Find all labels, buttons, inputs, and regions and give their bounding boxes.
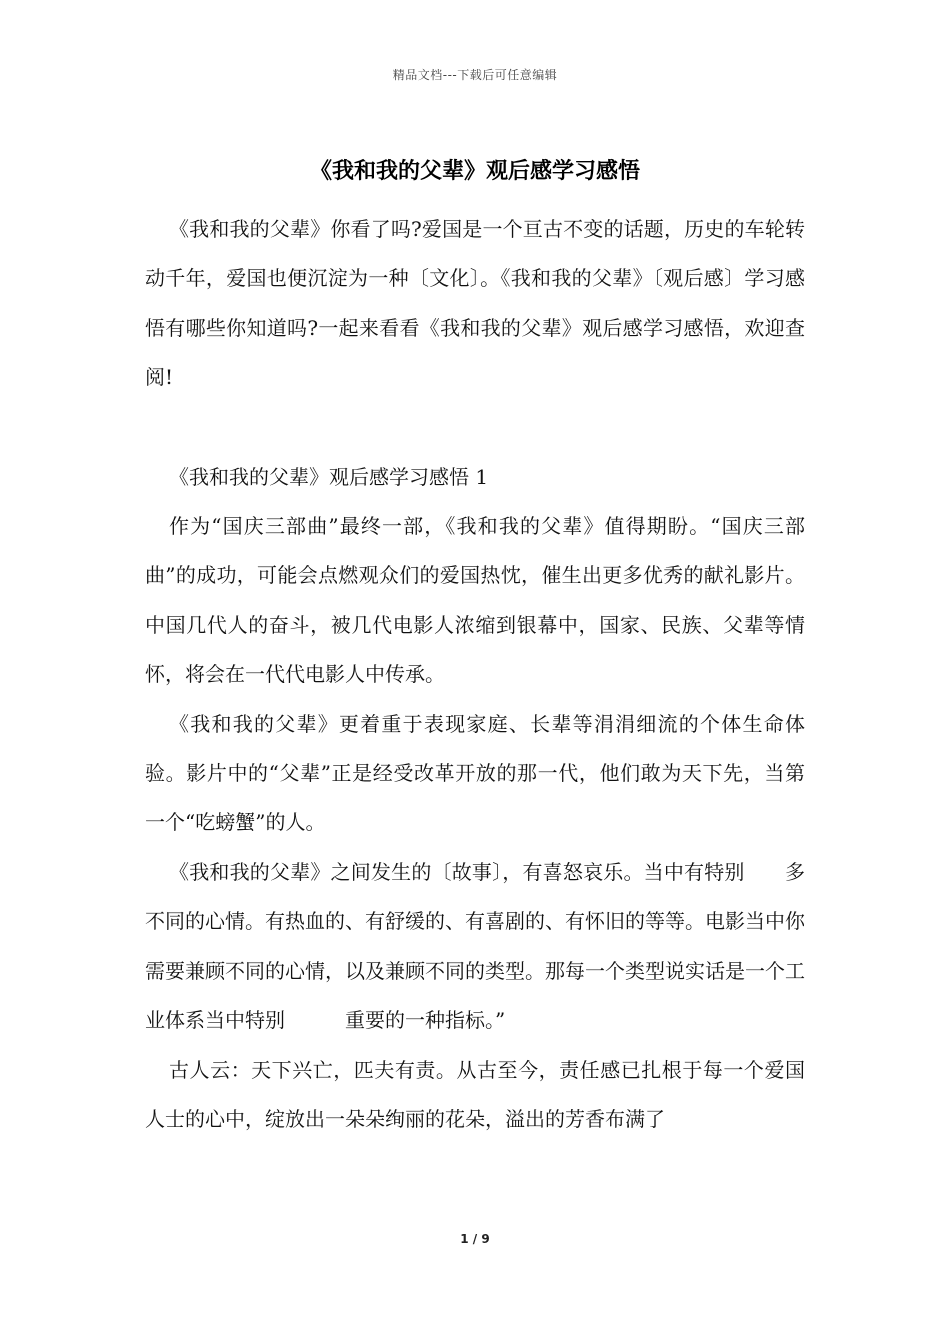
body-paragraph: 古人云：天下兴亡，匹夫有责。从古至今，责任感已扎根于每一个爱国人士的心中，绽放出一朵朵绚丽的花朵，溢出的芳香布满了: [145, 1057, 805, 1131]
body-paragraph: 作为“国庆三部曲”最终一部，《我和我的父辈》值得期盼。“国庆三部曲”的成功，可能会点燃观众们的爱国热忱，催生出更多优秀的献礼影片。中国几代人的奋斗，被几代电影人浓缩到银幕中，国家、民族、父辈等情怀，将会在一代代电影人中传承。: [145, 514, 805, 687]
page-header-note: 精品文档---下载后可任意编辑: [392, 68, 558, 82]
intro-paragraph: 《我和我的父辈》你看了吗?爱国是一个亘古不变的话题，历史的车轮转动千年，爱国也便沉淀为一种〔文化〕。《我和我的父辈》〔观后感〕学习感悟有哪些你知道吗?一起来看看《我和我的父辈》观后感学习感悟，欢迎查阅!: [145, 217, 805, 390]
body-paragraph: 《我和我的父辈》之间发生的〔故事〕，有喜怒哀乐。当中有特别 多不同的心情。有热血的、有舒缓的、有喜剧的、有怀旧的等等。电影当中你需要兼顾不同的心情，以及兼顾不同的类型。那每一个类型说实话是一个工业体系当中特别 重要的一种指标。”: [145, 859, 805, 1033]
paragraph-spacer: [145, 403, 805, 453]
section-heading: 《我和我的父辈》观后感学习感悟 1: [169, 464, 489, 489]
page-number: 1 / 9: [460, 1232, 490, 1246]
document-body: [145, 205, 805, 1144]
body-paragraph: 《我和我的父辈》更着重于表现家庭、长辈等涓涓细流的个体生命体验。影片中的“父辈”正是经受改革开放的那一代，他们敢为天下先，当第一个“吃螃蟹”的人。: [145, 711, 805, 835]
document-title: 《我和我的父辈》观后感学习感悟: [309, 159, 640, 184]
